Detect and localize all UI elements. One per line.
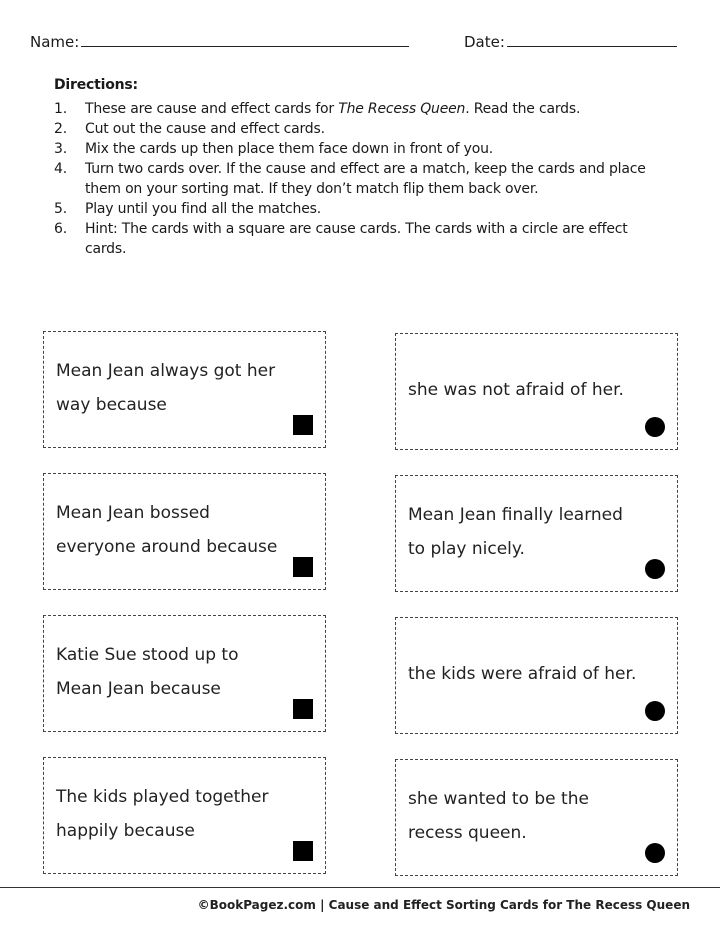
circle-icon [645,417,665,437]
date-label: Date: [464,33,505,51]
cause-card[interactable] [43,757,326,874]
card-line: Mean Jean finally learned [408,504,623,525]
directions-title: Directions: [54,77,138,93]
direction-number: 2. [54,121,67,137]
direction-text: Mix the cards up then place them face down in front of you. [85,141,494,157]
card-line: Mean Jean always got her [56,360,276,381]
direction-number: 6. [54,221,67,237]
card-text [408,760,668,875]
date-line[interactable] [507,32,677,47]
direction-item [54,159,654,199]
direction-text: Cut out the cause and effect cards. [85,121,325,137]
square-icon [293,415,313,435]
card-line: happily because [56,820,195,841]
card-line: Katie Sue stood up to [56,644,239,665]
card-text [408,334,668,449]
direction-number: 5. [54,201,67,217]
card-line: Mean Jean because [56,678,221,699]
directions-list [54,99,654,259]
directions [54,75,654,259]
card-text [56,474,316,589]
circle-icon [645,559,665,579]
name-label: Name: [30,33,80,51]
direction-item [54,99,654,119]
cause-card[interactable] [43,615,326,732]
circle-icon [645,843,665,863]
effect-card[interactable] [395,333,678,450]
footer-credit: ©BookPagez.com | Cause and Effect Sorting Cards for The Recess Queen [197,898,690,912]
direction-text: Turn two cards over. If the cause and effect are a match, keep the cards and place them on your sorting mat. If they don’t match flip them back over. [85,161,646,197]
card-line: everyone around because [56,536,278,557]
card-line: she was not afraid of her. [408,379,624,400]
card-line: way because [56,394,167,415]
card-text [408,618,668,733]
effect-card[interactable] [395,759,678,876]
card-line: to play nicely. [408,538,525,559]
square-icon [293,841,313,861]
cause-card[interactable] [43,473,326,590]
book-title: The Recess Queen [338,101,466,117]
date-field[interactable] [464,32,677,51]
card-text [56,758,316,873]
card-line: Mean Jean bossed [56,502,210,523]
direction-number: 4. [54,161,67,177]
direction-item [54,139,654,159]
square-icon [293,557,313,577]
direction-text: Hint: The cards with a square are cause cards. The cards with a circle are effect cards. [85,221,628,257]
effect-card[interactable] [395,617,678,734]
direction-text-part: These are cause and effect cards for [85,101,339,117]
card-line: recess queen. [408,822,527,843]
direction-item [54,199,654,219]
card-line: The kids played together [56,786,269,807]
direction-item [54,219,654,259]
card-line: the kids were afraid of her. [408,663,637,684]
cause-card[interactable] [43,331,326,448]
direction-number: 1. [54,101,67,117]
effect-card[interactable] [395,475,678,592]
name-line[interactable] [81,32,409,47]
square-icon [293,699,313,719]
header-row [30,32,690,56]
direction-text [85,101,580,117]
direction-text-part: . Read the cards. [465,101,581,117]
direction-item [54,119,654,139]
direction-number: 3. [54,141,67,157]
card-text [56,332,316,447]
direction-text: Play until you find all the matches. [85,201,321,217]
card-text [56,616,316,731]
card-line: she wanted to be the [408,788,589,809]
name-field[interactable] [30,32,409,51]
footer-divider [0,887,720,888]
card-text [408,476,668,591]
circle-icon [645,701,665,721]
